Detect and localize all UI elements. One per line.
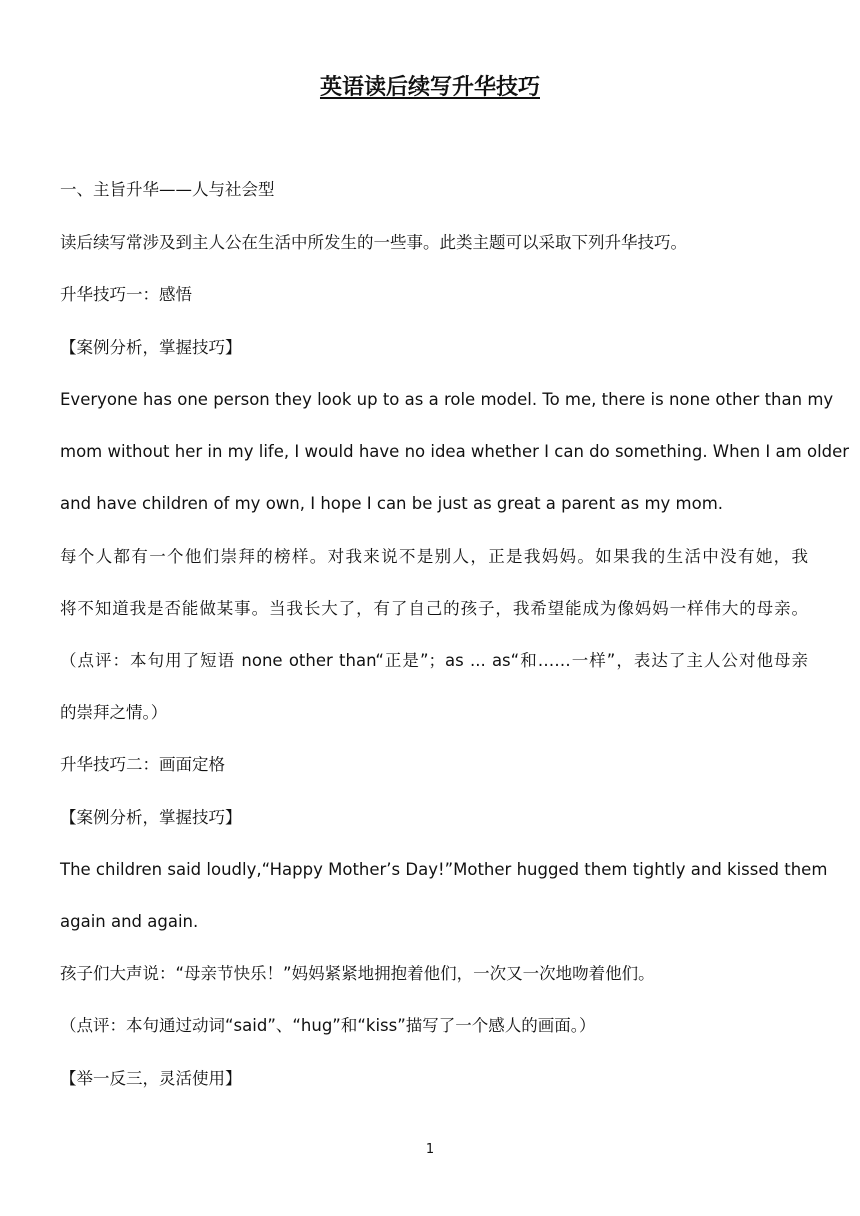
- english-example-line: and have children of my own, I hope I can be just as great a parent as my mom.: [60, 494, 724, 513]
- page-number: 1: [425, 1142, 435, 1157]
- english-example-line: Everyone has one person they look up to as a role model. To me, there is none other than my: [60, 390, 834, 409]
- comment-line: 的崇拜之情。）: [60, 703, 168, 722]
- comment-line: （点评：本句用了短语 none other than“正是”；as ... as“和……一样”，表达了主人公对他母亲: [60, 651, 808, 670]
- chinese-translation-line: 孩子们大声说：“母亲节快乐！”妈妈紧紧地拥抱着他们，一次又一次地吻着他们。: [60, 964, 655, 983]
- english-example-line: mom without her in my life, I would have no idea whether I can do something. When I am older: [60, 442, 850, 461]
- technique-heading: 升华技巧一：感悟: [60, 285, 192, 304]
- comment-line: （点评：本句通过动词“said”、“hug”和“kiss”描写了一个感人的画面。）: [60, 1016, 596, 1035]
- technique-heading: 升华技巧二：画面定格: [60, 755, 225, 774]
- english-example-line: again and again.: [60, 912, 199, 931]
- document-title: 英语读后续写升华技巧: [319, 75, 540, 100]
- chinese-translation-line: 每个人都有一个他们崇拜的榜样。对我来说不是别人，正是我妈妈。如果我的生活中没有她，我: [60, 547, 808, 566]
- chinese-translation-line: 将不知道我是否能做某事。当我长大了，有了自己的孩子，我希望能成为像妈妈一样伟大的母亲。: [60, 599, 808, 618]
- section-heading: 一、主旨升华——人与社会型: [60, 180, 275, 199]
- case-analysis-label: 【案例分析，掌握技巧】: [60, 808, 242, 827]
- practice-label: 【举一反三，灵活使用】: [60, 1069, 242, 1088]
- case-analysis-label: 【案例分析，掌握技巧】: [60, 338, 242, 357]
- paragraph-line: 读后续写常涉及到主人公在生活中所发生的一些事。此类主题可以采取下列升华技巧。: [60, 233, 687, 252]
- english-example-line: The children said loudly,“Happy Mother’s Day!”Mother hugged them tightly and kissed them: [60, 860, 828, 879]
